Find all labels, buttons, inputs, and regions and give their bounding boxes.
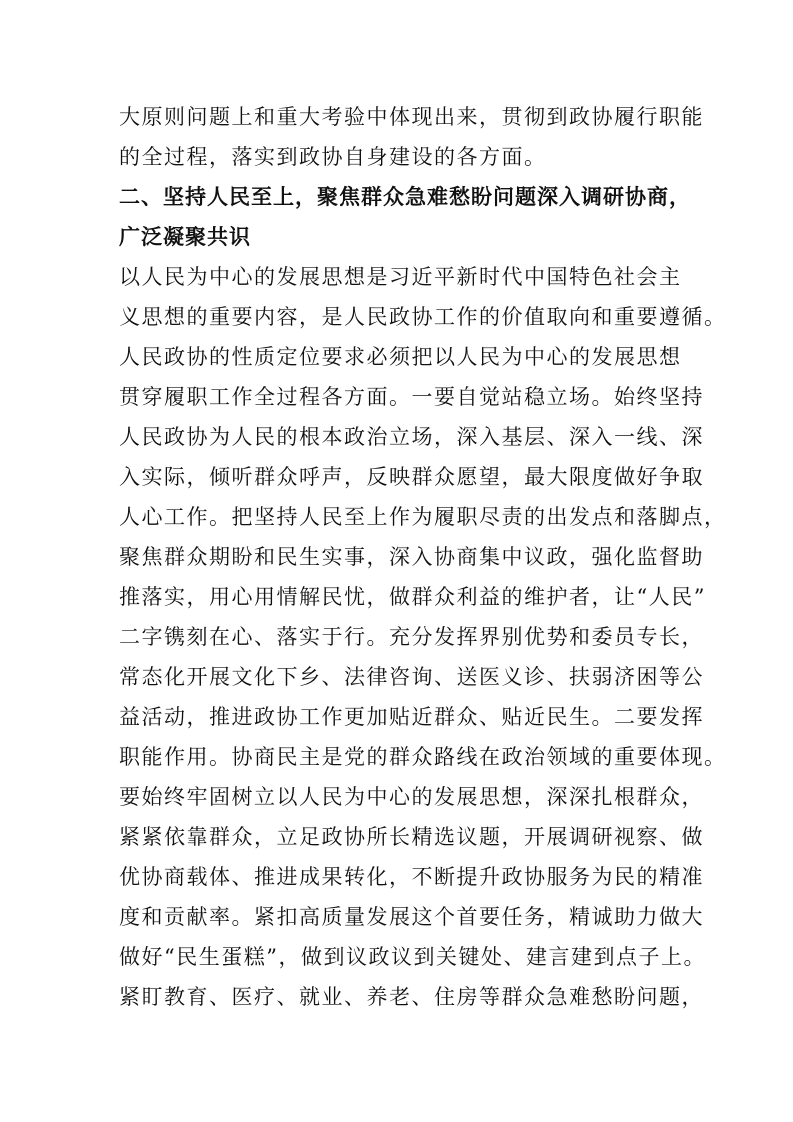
body-line: 大原则问题上和重大考验中体现出来，贯彻到政协履行职能 — [119, 105, 704, 129]
body-line: 职能作用。协商民主是党的群众路线在政治领域的重要体现。 — [119, 745, 727, 769]
body-line: 贯穿履职工作全过程各方面。一要自觉站稳立场。始终坚持 — [119, 385, 704, 409]
body-line: 入实际，倾听群众呼声，反映群众愿望，最大限度做好争取 — [119, 465, 704, 489]
body-line: 人民政协的性质定位要求必须把以人民为中心的发展思想 — [119, 345, 682, 369]
body-line: 二字镌刻在心、落实于行。充分发挥界别优势和委员专长， — [119, 625, 704, 649]
body-line: 人心工作。把坚持人民至上作为履职尽责的出发点和落脚点， — [119, 505, 727, 529]
body-line: 常态化开展文化下乡、法律咨询、送医义诊、扶弱济困等公 — [119, 665, 704, 689]
section-heading-line: 广泛凝聚共识 — [119, 225, 251, 249]
body-line: 的全过程，落实到政协自身建设的各方面。 — [119, 145, 547, 169]
body-line: 度和贡献率。紧扣高质量发展这个首要任务，精诚助力做大 — [119, 905, 704, 929]
body-line: 紧紧依靠群众，立足政协所长精选议题，开展调研视察、做 — [119, 825, 704, 849]
body-line: 以人民为中心的发展思想是习近平新时代中国特色社会主 — [119, 265, 682, 289]
document-body — [119, 97, 727, 1017]
body-line: 推落实，用心用情解民忧，做群众利益的维护者，让“人民” — [119, 585, 706, 609]
body-line: 人民政协为人民的根本政治立场，深入基层、深入一线、深 — [119, 425, 704, 449]
body-line: 益活动，推进政协工作更加贴近群众、贴近民生。二要发挥 — [119, 705, 704, 729]
body-line: 做好“民生蛋糕”，做到议政议到关键处、建言建到点子上。 — [119, 945, 706, 969]
body-line: 紧盯教育、医疗、就业、养老、住房等群众急难愁盼问题， — [119, 985, 704, 1009]
body-line: 义思想的重要内容，是人民政协工作的价值取向和重要遵循。 — [119, 305, 727, 329]
body-line: 聚焦群众期盼和民生实事，深入协商集中议政，强化监督助 — [119, 545, 704, 569]
section-heading-line: 二、坚持人民至上，聚焦群众急难愁盼问题深入调研协商， — [119, 185, 691, 209]
body-line: 优协商载体、推进成果转化，不断提升政协服务为民的精准 — [119, 865, 704, 889]
body-line: 要始终牢固树立以人民为中心的发展思想，深深扎根群众， — [119, 785, 704, 809]
